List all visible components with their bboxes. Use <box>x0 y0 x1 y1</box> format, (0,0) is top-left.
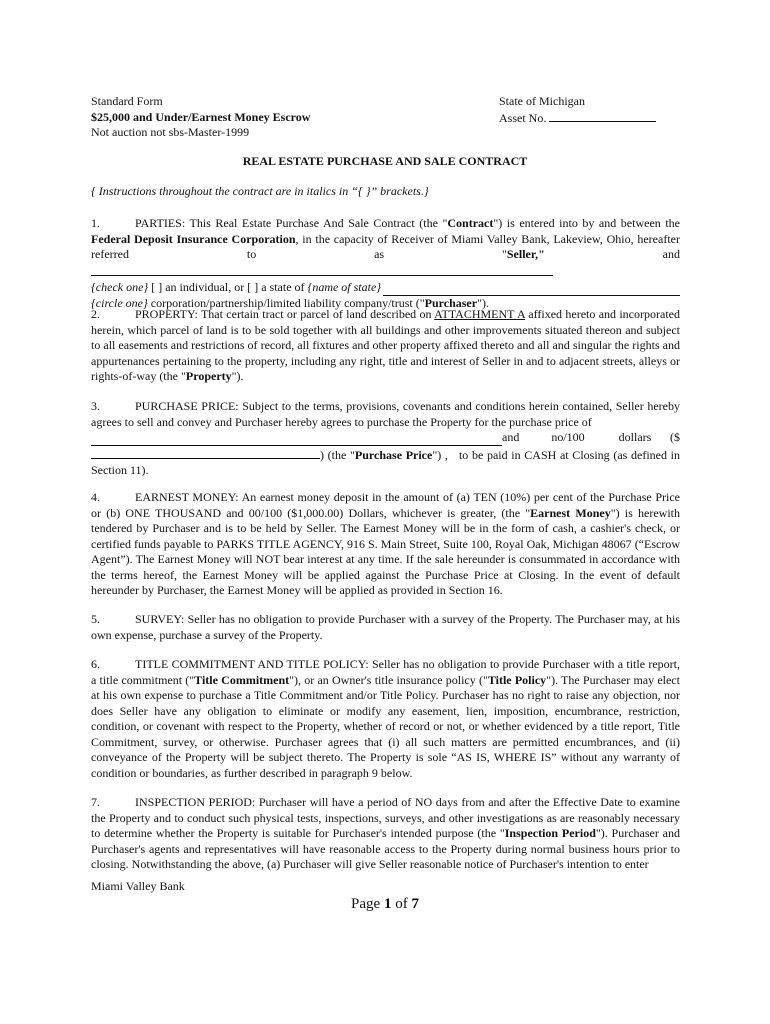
page-number: 1 <box>383 896 392 912</box>
text: affixed hereto and incorporated herein, which parcel of land is to be sold together with all buildings and other improvements situated thereon and subject to all easements and restrictions of record, all fixtures and other property affixed thereto and all and singular the rights and appurtenances pertaining to the property, including any right, title and interest of Seller in and to adjacent streets, alleys or rights-of-way (the " <box>91 307 680 383</box>
term-contract: Contract <box>447 216 494 230</box>
price-words-line <box>91 430 680 446</box>
asset-number-blank[interactable] <box>549 110 656 122</box>
term-purchaser: Purchaser <box>424 295 478 310</box>
text: and <box>544 247 680 261</box>
footer-bank-name: Miami Valley Bank <box>91 879 185 893</box>
asset-line <box>499 110 656 127</box>
paragraph-parties <box>91 216 680 311</box>
page-word: Page <box>351 896 384 912</box>
term-seller: Seller," <box>506 247 545 261</box>
state-label: State of Michigan <box>499 94 585 108</box>
text: dollars <box>618 430 652 444</box>
page-of: of <box>391 896 412 912</box>
paragraph-number: 7. <box>91 795 100 809</box>
price-figures-blank[interactable] <box>91 446 320 459</box>
text: and <box>502 430 520 444</box>
escrow-type: $25,000 and Under/Earnest Money Escrow <box>91 109 311 124</box>
paragraph-number: 3. <box>91 399 100 413</box>
check-one-instruction: {check one} <box>91 280 149 294</box>
term-title-policy: Title Policy <box>487 672 547 687</box>
text: PARTIES: This Real Estate Purchase And Sale Contract (the " <box>135 216 448 230</box>
asset-label: Asset No. <box>499 110 547 125</box>
state-name-blank[interactable] <box>383 283 680 296</box>
paragraph-number: 6. <box>91 657 100 671</box>
text: EARNEST MONEY: An earnest money deposit in the amount of (a) TEN (10%) per cent of the Purchase Price or (b) ONE THOUSAND and 00/100 ($1,000.00) Dollars, whichever is greater, (the " <box>91 490 680 520</box>
text: TITLE COMMITMENT AND TITLE POLICY: Seller has no obligation to provide Purchaser with a title report, a title commitment (" <box>91 657 680 687</box>
term-earnest-money: Earnest Money <box>530 505 611 520</box>
term-fdic: Federal Deposit Insurance Corporation <box>91 231 296 246</box>
auction-note: Not auction not sbs-Master-1999 <box>91 125 250 139</box>
paragraph-property <box>91 307 680 385</box>
text: , in the capacity of Receiver of Miami Valley Bank, Lakeview, Ohio, hereafter referred to as " <box>91 231 680 261</box>
text: "). <box>477 295 489 310</box>
paragraph-title-commitment <box>91 657 680 781</box>
price-words-blank[interactable] <box>91 433 502 446</box>
text: "), or an Owner's title insurance policy (" <box>289 672 488 687</box>
header-right <box>499 94 656 126</box>
paragraph-number: 1. <box>91 216 100 230</box>
text: ) (the " <box>320 447 355 462</box>
text: PURCHASE PRICE: Subject to the terms, provisions, covenants and conditions herein contained, Seller hereby agrees to sell and convey and Purchaser hereby agrees to purchase the Property for the purchase price of <box>91 399 680 429</box>
price-figures-line <box>91 446 683 479</box>
form-type: Standard Form <box>91 94 163 108</box>
text: ($ <box>670 430 680 444</box>
text: SURVEY: Seller has no obligation to provide Purchaser with a survey of the Property. The Purchaser may, at his own expense, purchase a survey of the Property. <box>91 612 680 642</box>
text: "). The Purchaser may elect at his own expense to purchase a Title Commitment and/or Title Policy. Purchaser has no right to raise any objection, nor does Seller have any obligation to eliminate or modify any easement, lien, imposition, encumbrance, restriction, condition, or covenant with respect to the Property, whether of record or not, or whether evidenced by a title report, Title Commitment, survey, or otherwise. Purchaser agrees that (i) all such matters are permitted encumbrances, and (ii) conveyance of the Property will be subject thereto. The Property is sole “AS IS, WHERE IS” without any warranty of condition or boundaries, as further described in paragraph 9 below. <box>91 672 680 780</box>
term-property: Property <box>185 369 232 383</box>
paragraph-number: 4. <box>91 490 100 504</box>
purchaser-type-line <box>91 280 680 296</box>
paragraph-number: 2. <box>91 307 100 321</box>
paragraph-purchase-price <box>91 399 683 479</box>
text: ") , to be paid in CASH at Closing (as defined in Section 11). <box>91 447 683 477</box>
text: PROPERTY: That certain tract or parcel of land described on <box>135 307 435 321</box>
text: no/100 <box>551 430 585 444</box>
text: "). Purchaser and Purchaser's agents and representatives will have reasonable access to the Property during normal business hours prior to closing. Notwithstanding the above, (a) Purchaser will give Seller reasonable notice of Purchaser's intention to enter <box>91 826 680 871</box>
header-left <box>91 94 310 141</box>
purchaser-name-blank[interactable] <box>91 263 553 276</box>
instructions-note: { Instructions throughout the contract are in italics in “{ }” brackets.} <box>91 184 429 198</box>
term-inspection-period: Inspection Period <box>504 826 596 840</box>
term-purchase-price: Purchase Price <box>354 447 433 462</box>
text: INSPECTION PERIOD: Purchaser will have a period of NO days from and after the Effective Date to examine the Property and to conduct such physical tests, inspections, surveys, and other investigations as are reasonably necessary to determine whether the Property is suitable for Purchaser's intended purpose (the " <box>91 795 680 840</box>
paragraph-earnest-money <box>91 490 680 599</box>
text: corporation/partnership/limited liability company/trust (" <box>147 295 425 310</box>
document-title: REAL ESTATE PURCHASE AND SALE CONTRACT <box>242 154 528 168</box>
text: ") is herewith tendered by Purchaser and is to be held by Seller. The Earnest Money will be in the form of cash, a cashier's check, or certified funds payable to PARKS TITLE AGENCY, 916 S. Main Street, Suite 100, Royal Oak, Michigan 48067 (“Escrow Agent”). The Earnest Money will NOT bear interest at any time. If the sale hereunder is consummated in accordance with the terms hereof, the Earnest Money will be applied against the Purchase Price at Closing. In the event of default hereunder by Purchaser, the Earnest Money will be applied as provided in Section 16. <box>91 505 680 597</box>
page-indicator <box>0 896 770 913</box>
term-title-commitment: Title Commitment <box>194 672 290 687</box>
circle-one-instruction: {circle one} <box>91 295 148 310</box>
text: "). <box>231 369 244 383</box>
text: [ ] an individual, or [ ] a state of <box>148 280 308 294</box>
paragraph-survey <box>91 612 680 643</box>
paragraph-inspection-period <box>91 795 680 873</box>
paragraph-number: 5. <box>91 612 100 626</box>
name-of-state-instruction: {name of state} <box>307 280 382 294</box>
page-total: 7 <box>411 896 419 912</box>
attachment-a-reference: ATTACHMENT A <box>434 307 525 321</box>
text: ") is entered into by and between the <box>493 216 680 230</box>
